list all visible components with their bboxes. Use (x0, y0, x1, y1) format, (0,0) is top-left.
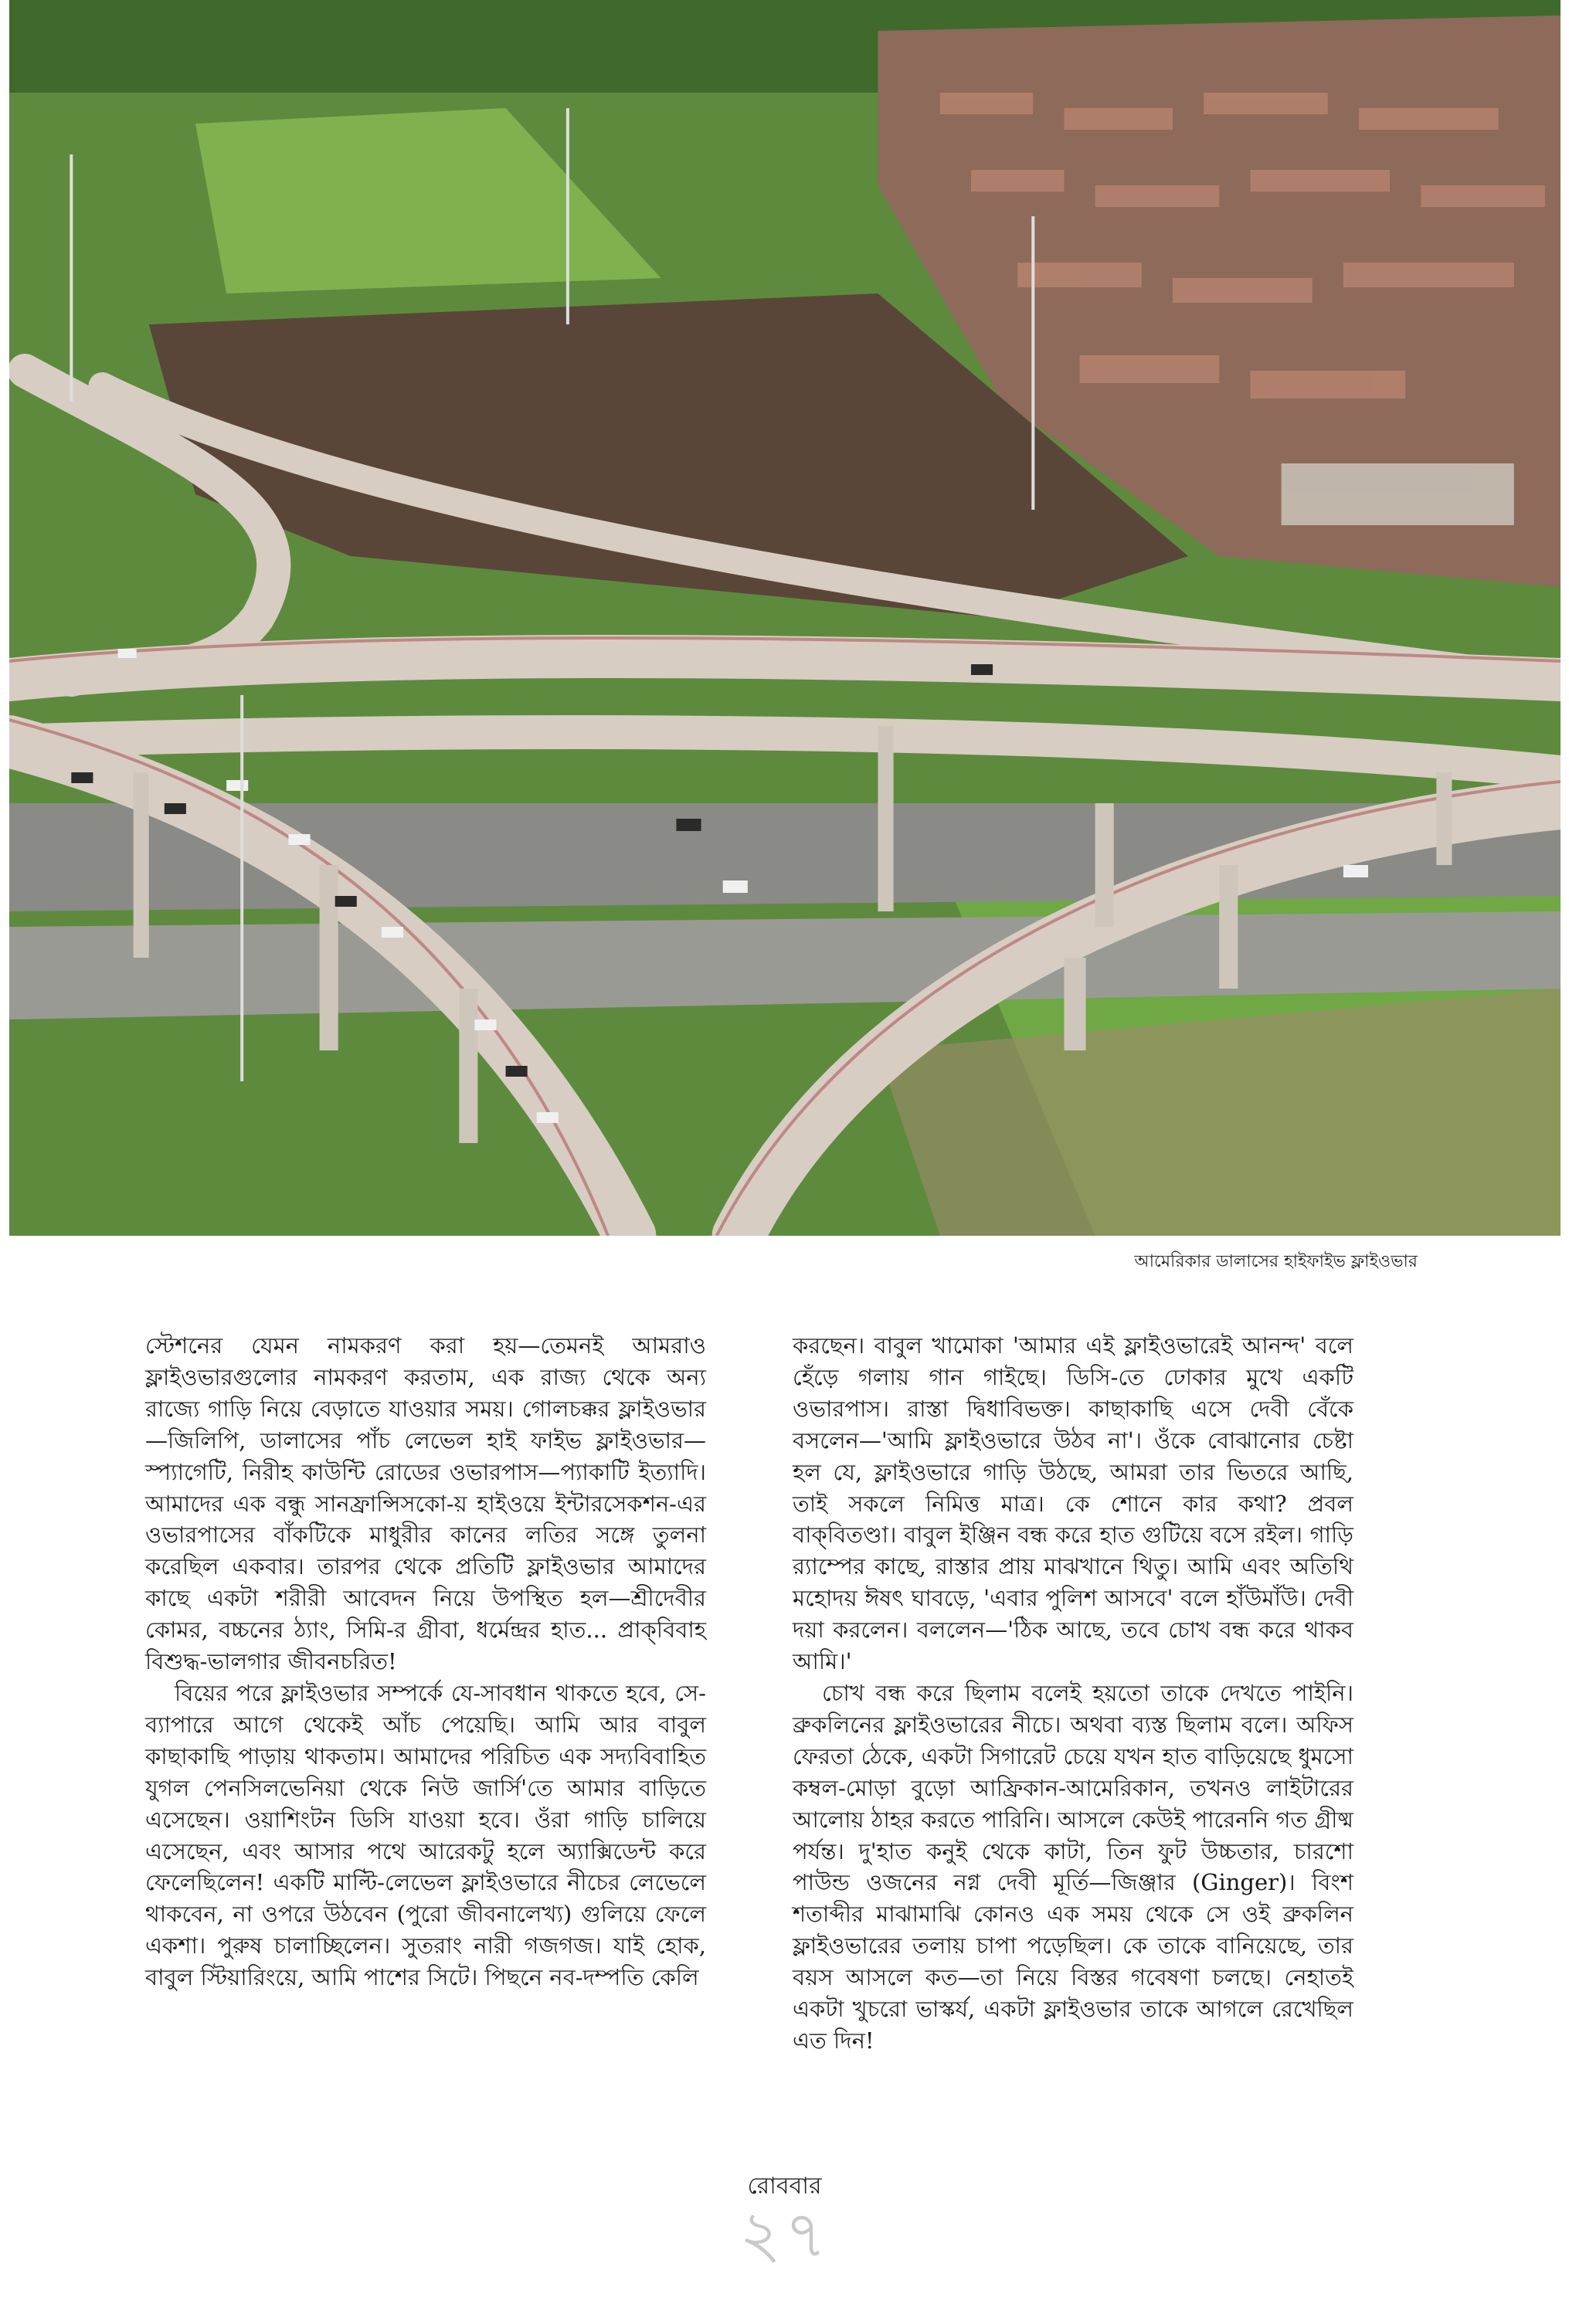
article-column-right (793, 1330, 1353, 2057)
flyover-photo-illustration (9, 0, 1561, 1236)
flyover-photo (9, 0, 1561, 1236)
article-column-left (145, 1330, 706, 1993)
article-paragraph: চোখ বন্ধ করে ছিলাম বলেই হয়তো তাকে দেখতে পাইনি। ব্রুকলিনের ফ্লাইওভারের নীচে। অথবা ব্যস্ত ছিলাম বলে। অফিস ফেরতা ঠেকে, একটা সিগারেট চেয়ে যখন হাত বাড়িয়েছে ধুমসো কম্বল-মোড়া বুড়ো আফ্রিকান-আমেরিকান, তখনও লাইটারের আলোয় ঠাহর করতে পারিনি। আসলে কেউই পারেননি গত গ্রীষ্ম পর্যন্ত। দু'হাত কনুই থেকে কাটা, তিন ফুট উচ্চতার, চারশো পাউন্ড ওজনের নগ্ন দেবী মূর্তি—জিঞ্জার (Ginger)। বিংশ শতাব্দীর মাঝামাঝি কোনও এক সময় থেকে সে ওই ব্রুকলিন ফ্লাইওভারের তলায় চাপা পড়েছিল। কে তাকে বানিয়েছে, তার বয়স আসলে কত—তা নিয়ে বিস্তর গবেষণা চলছে। নেহাতই একটা খুচরো ভাস্কর্য, একটা ফ্লাইওভার তাকে আগলে রেখেছিল এত দিন! (793, 1679, 1353, 2054)
photo-caption: আমেরিকার ডালাসের হাইফাইভ ফ্লাইওভার (1134, 1252, 1418, 1271)
page-number: ২৭ (739, 2197, 830, 2272)
article-paragraph: করছেন। বাবুল খামোকা 'আমার এই ফ্লাইওভারেই আনন্দ' বলে হেঁড়ে গলায় গান গাইছে। ডিসি-তে ঢোকার মুখে একটি ওভারপাস। রাস্তা দ্বিধাবিভক্ত। কাছাকাছি এসে দেবী বেঁকে বসলেন—'আমি ফ্লাইওভারে উঠব না'। ওঁকে বোঝানোর চেষ্টা হল যে, ফ্লাইওভারে গাড়ি উঠছে, আমরা তার ভিতরে আছি, তাই সকলে নিমিত্ত মাত্র। কে শোনে কার কথা? প্রবল বাক্‌বিতণ্ডা। বাবুল ইঞ্জিন বন্ধ করে হাত গুটিয়ে বসে রইল। গাড়ি র‍্যাম্পের কাছে, রাস্তার প্রায় মাঝখানে থিতু। আমি এবং অতিথি মহোদয় ঈষৎ ঘাবড়ে, 'এবার পুলিশ আসবে' বলে হাঁউমাঁউ। দেবী দয়া করলেন। বললেন—'ঠিক আছে, তবে চোখ বন্ধ করে থাকব আমি।' (793, 1332, 1353, 1675)
article-paragraph: বিয়ের পরে ফ্লাইওভার সম্পর্কে যে-সাবধান থাকতে হবে, সে-ব্যাপারে আগে থেকেই আঁচ পেয়েছি। আমি আর বাবুল কাছাকাছি পাড়ায় থাকতাম। আমাদের পরিচিত এক সদ্যবিবাহিত যুগল পেনসিলভেনিয়া থেকে নিউ জার্সি'তে আমার বাড়িতে এসেছেন। ওয়াশিংটন ডিসি যাওয়া হবে। ওঁরা গাড়ি চালিয়ে এসেছেন, এবং আসার পথে আরেকটু হলে অ্যাক্সিডেন্ট করে ফেলেছিলেন! একটি মাল্টি-লেভেল ফ্লাইওভারে নীচের লেভেলে থাকবেন, না ওপরে উঠবেন (পুরো জীবনালেখ্য) গুলিয়ে ফেলে একশা। পুরুষ চালাচ্ছিলেন। সুতরাং নারী গজগজ। যাই হোক, বাবুল স্টিয়ারিংয়ে, আমি পাশের সিটে। পিছনে নব-দম্পতি কেলি (145, 1679, 706, 1991)
article-paragraph: স্টেশনের যেমন নামকরণ করা হয়—তেমনই আমরাও ফ্লাইওভারগুলোর নামকরণ করতাম, এক রাজ্য থেকে অন্য রাজ্যে গাড়ি নিয়ে বেড়াতে যাওয়ার সময়। গোলচক্কর ফ্লাইওভার—জিলিপি, ডালাসের পাঁচ লেভেল হাই ফাইভ ফ্লাইওভার—স্প্যাগেটি, নিরীহ কাউন্টি রোডের ওভারপাস—প্যাকাটি ইত্যাদি। আমাদের এক বন্ধু সানফ্রান্সিসকো-য় হাইওয়ে ইন্টারসেকশন-এর ওভারপাসের বাঁকটিকে মাধুরীর কানের লতির সঙ্গে তুলনা করেছিল একবার। তারপর থেকে প্রতিটি ফ্লাইওভার আমাদের কাছে একটা শরীরী আবেদন নিয়ে উপস্থিত হল—শ্রীদেবীর কোমর, বচ্চনের ঠ্যাং, সিমি-র গ্রীবা, ধর্মেন্দ্রর হাত... প্রাক্‌বিবাহ বিশুদ্ধ-ভালগার জীবনচরিত! (145, 1332, 706, 1675)
magazine-name: রোববার (747, 2173, 822, 2200)
